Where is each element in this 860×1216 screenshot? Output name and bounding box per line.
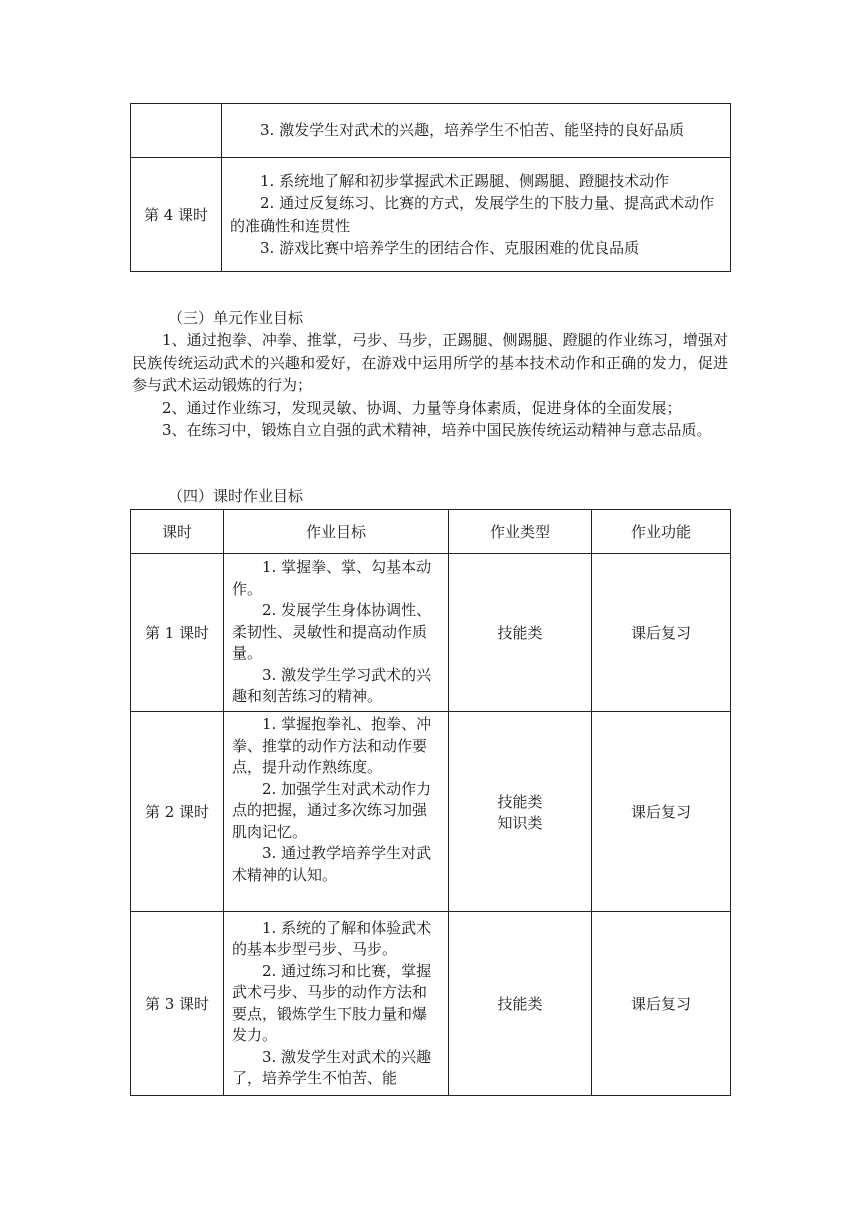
goal-line: 3. 激发学生学习武术的兴趣和刻苦练习的精神。 [232,665,432,706]
function-cell: 课后复习 [592,554,731,712]
section-heading: （三）单元作业目标 [168,309,304,327]
goal-line: 1. 系统的了解和体验武术的基本步型弓步、马步。 [232,918,432,958]
goal-line: 3. 游戏比赛中培养学生的团结合作、克服困难的优良品质 [260,239,640,257]
goal-cell [224,912,449,1096]
goal-cell [224,712,449,912]
goal-line: 3. 激发学生对武术的兴趣了，培养学生不怕苦、能 [232,1047,432,1087]
table-row [131,104,731,158]
table-row [131,554,731,712]
function-cell: 课后复习 [592,712,731,912]
goal-line: 3. 通过教学培养学生对武术精神的认知。 [232,844,432,884]
goal-cell [222,158,731,272]
column-header: 课时 [131,510,224,554]
lesson-cell: 第 4 课时 [131,158,222,272]
goal-cell [222,104,731,158]
table-row [131,158,731,272]
paragraph: 2、通过作业练习，发现灵敏、协调、力量等身体素质，促进身体的全面发展； [162,398,682,417]
type-label: 知识类 [497,813,543,832]
table-header-row [131,510,731,554]
goal-line: 1. 掌握抱拳礼、抱拳、冲拳、推掌的动作方法和动作要点，提升动作熟练度。 [232,715,432,776]
lesson-goals-table-continued [130,103,731,272]
column-header: 作业功能 [592,510,731,554]
table-row [131,912,731,1096]
type-cell [449,712,592,912]
paragraph: 1、通过抱拳、冲拳、推掌，弓步、马步，正踢腿、侧踢腿、蹬腿的作业练习，增强对民族传统运动武术的兴趣和爱好，在游戏中运用所学的基本技术动作和正确的发力，促进参与武术运动锻炼的行为； [132,331,728,394]
paragraph: 3、在练习中，锻炼自立自强的武术精神，培养中国民族传统运动精神与意志品质。 [162,421,712,439]
section-heading: （四）课时作业目标 [168,487,304,505]
lesson-cell: 第 1 课时 [131,554,224,712]
goal-line: 1. 掌握拳、掌、勾基本动作。 [232,558,432,598]
type-label: 技能类 [497,995,543,1013]
type-label: 技能类 [497,624,543,642]
type-label: 技能类 [497,792,543,811]
goal-line: 2. 加强学生对武术动作力点的把握，通过多次练习加强肌肉记忆。 [232,779,432,841]
lesson-cell: 第 2 课时 [131,712,224,912]
goal-line: 2. 通过练习和比赛，掌握武术弓步、马步的动作方法和要点，锻炼学生下肢力量和爆发力。 [232,961,432,1044]
column-header: 作业类型 [449,510,592,554]
table-row [131,712,731,912]
type-cell [449,912,592,1096]
type-cell [449,554,592,712]
unit-homework-goals-section [132,307,728,442]
lesson-homework-goals-table [130,509,731,1096]
function-cell: 课后复习 [592,912,731,1096]
goal-line: 2. 发展学生身体协调性、柔韧性、灵敏性和提高动作质量。 [232,601,432,663]
column-header: 作业目标 [224,510,449,554]
goal-line: 1. 系统地了解和初步掌握武术正踢腿、侧踢腿、蹬腿技术动作 [260,171,670,190]
goal-line: 2. 通过反复练习、比赛的方式，发展学生的下肢力量、提高武术动作的准确性和连贯性 [230,194,715,235]
lesson-cell [131,104,222,158]
lesson-cell: 第 3 课时 [131,912,224,1096]
goal-line: 3. 激发学生对武术的兴趣，培养学生不怕苦、能坚持的良好品质 [260,121,685,140]
goal-cell [224,554,449,712]
